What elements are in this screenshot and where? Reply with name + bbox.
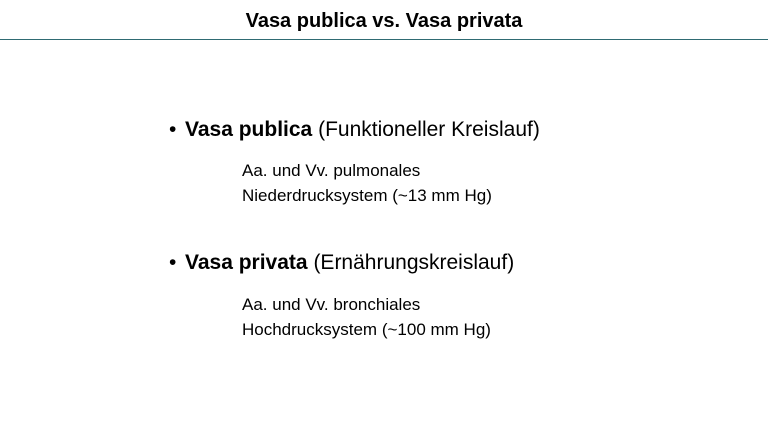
title-divider [0,39,768,40]
detail-line: Aa. und Vv. bronchiales [242,295,421,314]
bullet-marker: • [169,251,177,274]
bullet-term: Vasa privata [185,251,308,274]
slide-title: Vasa publica vs. Vasa privata [245,10,523,32]
detail-list-vasa-publica [242,158,492,208]
detail-list-vasa-privata [242,292,491,342]
bullet-description: (Ernährungskreislauf) [313,251,515,274]
bullet-vasa-privata [169,250,514,276]
detail-line: Hochdrucksystem (~100 mm Hg) [242,320,491,339]
detail-line: Niederdrucksystem (~13 mm Hg) [242,186,492,205]
bullet-description: (Funktioneller Kreislauf) [318,118,540,141]
detail-line: Aa. und Vv. pulmonales [242,161,421,180]
bullet-marker: • [169,118,177,141]
bullet-vasa-publica [169,117,540,143]
bullet-term: Vasa publica [185,118,313,141]
